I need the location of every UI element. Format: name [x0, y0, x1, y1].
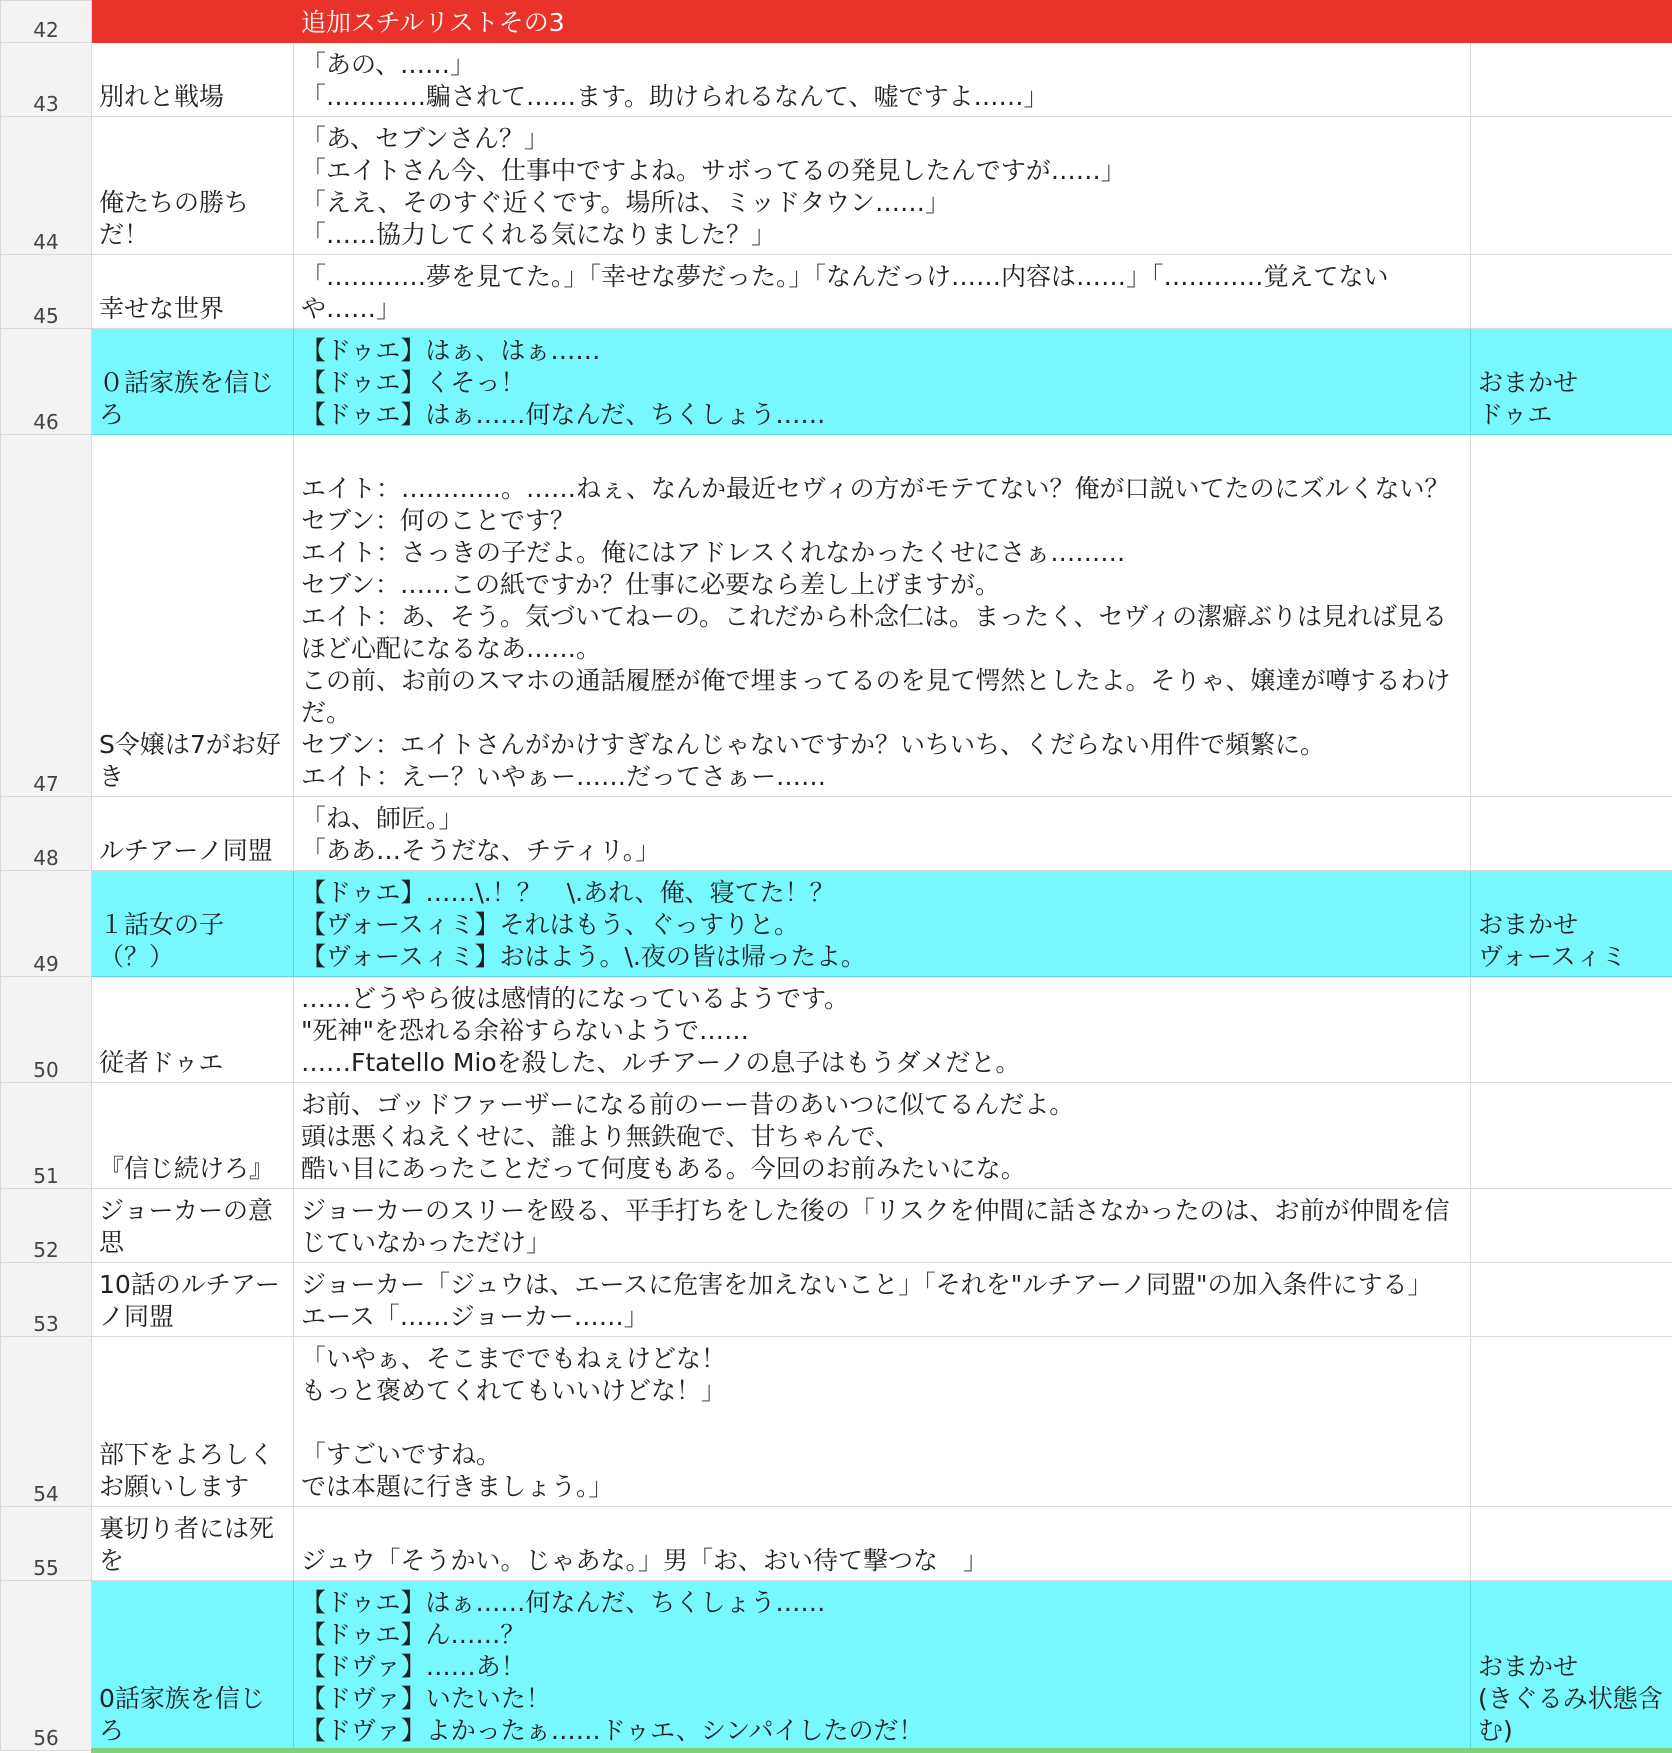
dialogue-cell[interactable]: ……どうやら彼は感情的になっているようです。 "死神"を恐れる余裕すらないようで…… ……Ftatello Mioを殺した、ルチアーノの息子はもうダメだと。: [294, 977, 1471, 1083]
row-number[interactable]: 43: [1, 43, 92, 117]
note-cell[interactable]: [1471, 43, 1672, 117]
table-row: [1, 117, 1672, 255]
note-cell[interactable]: [1471, 435, 1672, 797]
dialogue-cell[interactable]: [294, 1, 1471, 43]
row-number[interactable]: 44: [1, 117, 92, 255]
dialogue-cell[interactable]: 【ドゥエ】……\.！？ \.あれ、俺、寝てた！？ 【ヴォースィミ】それはもう、ぐっすりと。 【ヴォースィミ】おはよう。\.夜の皆は帰ったよ。: [294, 871, 1471, 977]
table-row: [1, 1263, 1672, 1337]
row-number[interactable]: 46: [1, 329, 92, 435]
note-cell[interactable]: おまかせ (きぐるみ状態含む): [1471, 1581, 1672, 1751]
dialogue-cell[interactable]: お前、ゴッドファーザーになる前のーー昔のあいつに似てるんだよ。 頭は悪くねえくせに、誰より無鉄砲で、甘ちゃんで、 酷い目にあったことだって何度もある。今回のお前みたいにな。: [294, 1083, 1471, 1189]
table-row: [1, 43, 1672, 117]
dialogue-cell[interactable]: ジョーカー「ジュウは、エースに危害を加えないこと」「それを"ルチアーノ同盟"の加入条件にする」 エース「……ジョーカー……」: [294, 1263, 1471, 1337]
row-number[interactable]: 51: [1, 1083, 92, 1189]
dialogue-cell[interactable]: 「あの、……」 「…………騙されて……ます。助けられるなんて、嘘ですよ……」: [294, 43, 1471, 117]
dialogue-cell[interactable]: 【ドゥエ】はぁ……何なんだ、ちくしょう…… 【ドゥエ】ん……？ 【ドヴァ】……あ！ 【ドヴァ】いたいた！ 【ドヴァ】よかったぁ……ドゥエ、シンパイしたのだ！: [294, 1581, 1471, 1751]
dialogue-cell[interactable]: 「…………夢を見てた。」「幸せな夢だった。」「なんだっけ……内容は……」「…………覚えてないや……」: [294, 255, 1471, 329]
note-cell[interactable]: [1471, 255, 1672, 329]
title-cell[interactable]: 0話家族を信じろ: [92, 1581, 294, 1751]
table-row: [1, 1581, 1672, 1751]
title-cell[interactable]: S令嬢は7がお好き: [92, 435, 294, 797]
title-cell[interactable]: ルチアーノ同盟: [92, 797, 294, 871]
note-cell[interactable]: [1471, 1263, 1672, 1337]
title-cell[interactable]: 別れと戦場: [92, 43, 294, 117]
table-row: [1, 797, 1672, 871]
note-cell[interactable]: おまかせ ヴォースィミ: [1471, 871, 1672, 977]
title-cell[interactable]: 『信じ続けろ』: [92, 1083, 294, 1189]
table-row: [1, 871, 1672, 977]
row-number[interactable]: 56: [1, 1581, 92, 1751]
dialogue-cell[interactable]: 【ドゥエ】はぁ、はぁ…… 【ドゥエ】くそっ！ 【ドゥエ】はぁ……何なんだ、ちくしょう……: [294, 329, 1471, 435]
title-cell[interactable]: 従者ドゥエ: [92, 977, 294, 1083]
title-cell[interactable]: 部下をよろしくお願いします: [92, 1337, 294, 1507]
note-cell[interactable]: [1471, 797, 1672, 871]
row-number[interactable]: 42: [1, 1, 92, 43]
table-row: [1, 1507, 1672, 1581]
table-row: [1, 1083, 1672, 1189]
row-number[interactable]: 45: [1, 255, 92, 329]
note-cell[interactable]: [1471, 1, 1672, 43]
dialogue-cell[interactable]: 「いやぁ、そこまででもねぇけどな！ もっと褒めてくれてもいいけどな！」 「すごいですね。 では本題に行きましょう。」: [294, 1337, 1471, 1507]
note-cell[interactable]: [1471, 1337, 1672, 1507]
row-number[interactable]: 50: [1, 977, 92, 1083]
next-row-strip: [91, 1748, 1672, 1753]
title-cell[interactable]: 裏切り者には死を: [92, 1507, 294, 1581]
note-cell[interactable]: [1471, 1507, 1672, 1581]
title-cell[interactable]: 俺たちの勝ちだ！: [92, 117, 294, 255]
note-cell[interactable]: [1471, 117, 1672, 255]
row-number[interactable]: 47: [1, 435, 92, 797]
row-number[interactable]: 55: [1, 1507, 92, 1581]
dialogue-cell[interactable]: 「あ、セブンさん？」 「エイトさん今、仕事中ですよね。サボってるの発見したんですが……」 「ええ、そのすぐ近くです。場所は、ミッドタウン……」 「……協力してくれる気になりました？」: [294, 117, 1471, 255]
table-row: [1, 977, 1672, 1083]
note-cell[interactable]: [1471, 1189, 1672, 1263]
dialogue-cell[interactable]: 「ね、師匠。」 「ああ…そうだな、チティリ。」: [294, 797, 1471, 871]
title-cell[interactable]: 幸せな世界: [92, 255, 294, 329]
row-number[interactable]: 48: [1, 797, 92, 871]
title-cell[interactable]: ０話家族を信じろ: [92, 329, 294, 435]
dialogue-cell[interactable]: ジュウ「そうかい。じゃあな。」男「お、おい待て撃つな 」: [294, 1507, 1471, 1581]
dialogue-cell[interactable]: ジョーカーのスリーを殴る、平手打ちをした後の「リスクを仲間に話さなかったのは、お前が仲間を信じていなかっただけ」: [294, 1189, 1471, 1263]
note-cell[interactable]: [1471, 977, 1672, 1083]
table-row: [1, 255, 1672, 329]
section-header-title: 追加スチルリストその3: [301, 8, 565, 37]
row-number[interactable]: 53: [1, 1263, 92, 1337]
table-row: [1, 435, 1672, 797]
dialogue-cell[interactable]: エイト：…………。……ねぇ、なんか最近セヴィの方がモテてない？俺が口説いてたのにズルくない？ セブン：何のことです？ エイト：さっきの子だよ。俺にはアドレスくれなかったくせにさぁ……… セブン：……この紙ですか？仕事に必要なら差し上げますが。 エイト：あ、そう。気づいてねーの。これだから朴念仁は。まったく、セヴィの潔癖ぶりは見れば見るほど心配になるなあ……。 この前、お前のスマホの通話履歴が俺で埋まってるのを見て愕然としたよ。そりゃ、嬢達が噂するわけだ。 セブン：エイトさんがかけすぎなんじゃないですか？いちいち、くだらない用件で頻繁に。 エイト：えー？いやぁー……だってさぁー……: [294, 435, 1471, 797]
table-row: [1, 1337, 1672, 1507]
note-cell[interactable]: おまかせ ドゥエ: [1471, 329, 1672, 435]
title-cell[interactable]: [92, 1, 294, 43]
table-row: [1, 1, 1672, 43]
title-cell[interactable]: ジョーカーの意思: [92, 1189, 294, 1263]
table-row: [1, 329, 1672, 435]
title-cell[interactable]: １話女の子（？）: [92, 871, 294, 977]
row-number[interactable]: 54: [1, 1337, 92, 1507]
row-number[interactable]: 52: [1, 1189, 92, 1263]
table-row: [1, 1189, 1672, 1263]
title-cell[interactable]: 10話のルチアーノ同盟: [92, 1263, 294, 1337]
row-number[interactable]: 49: [1, 871, 92, 977]
note-cell[interactable]: [1471, 1083, 1672, 1189]
